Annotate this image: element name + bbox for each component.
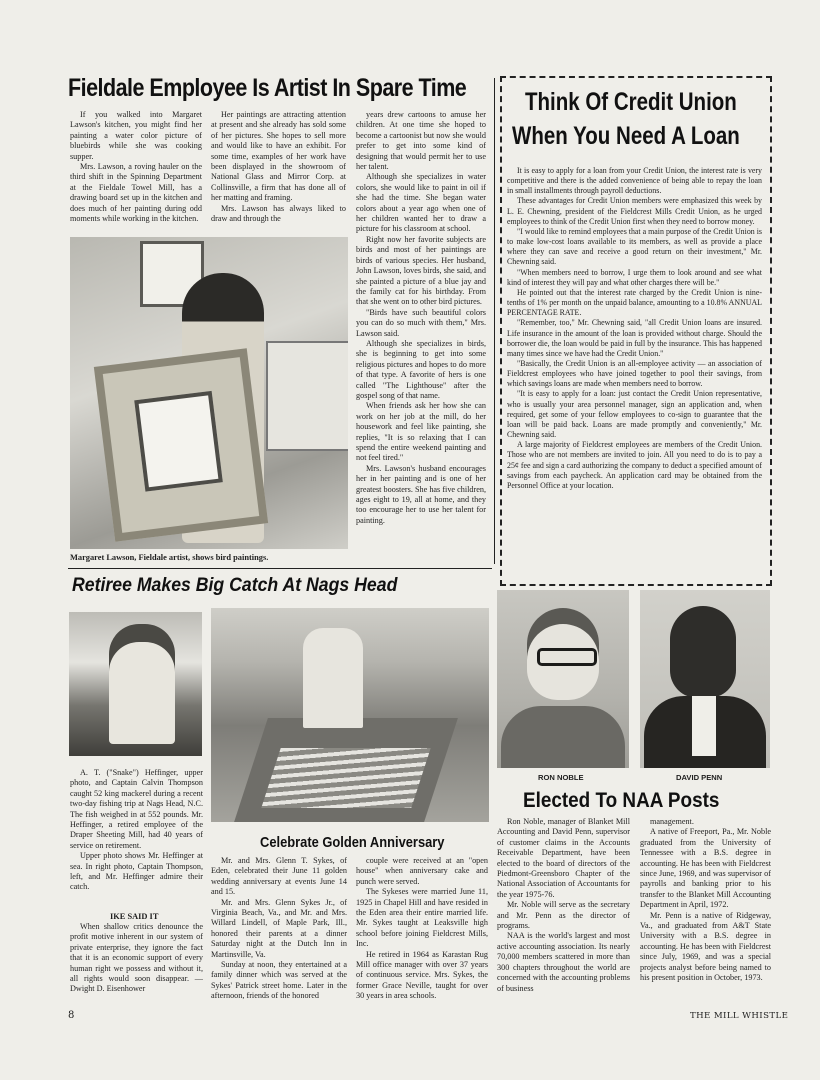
david-penn-photo	[640, 590, 770, 768]
retiree-paragraph: A. T. ("Snake") Heffinger, upper photo, and Captain Calvin Thompson caught 52 king mackerel during a recent two-day fishing trip at Nags Head, N.C. The fish weighed in at 552 pounds. Mr. Heffinger, a retired employee of the Draper Sheeting Mill, had 40 years of service on retirement.	[70, 768, 203, 850]
retiree-paragraph: Upper photo shows Mr. Heffinger at sea. In right photo, Captain Thompson, left, and Mr. Heffinger admire their catch.	[70, 851, 203, 892]
artist-paragraph: Mrs. Lawson has always liked to draw and through the	[211, 203, 346, 224]
artist-paragraph: "Birds have such beautiful colors you can do so much with them," Mrs. Lawson said.	[356, 307, 486, 338]
ike-quote-paragraph: When shallow critics denounce the profit motive inherent in our system of private enterprise, they ignore the fact that it is an economic support of every human right we possess and without it, all rights would soon disappear. —Dwight D. Eisenhower	[70, 922, 203, 994]
credit-union-paragraph: These advantages for Credit Union members were emphasized this week by L. E. Chewning, president of the Fieldcrest Mills Credit Union, as he urged employees to think of the Credit Union first when they need to borrow money.	[507, 196, 762, 226]
david-penn-caption: DAVID PENN	[676, 773, 723, 782]
anniversary-col2	[356, 856, 488, 1002]
anniversary-headline: Celebrate Golden Anniversary	[260, 834, 445, 851]
ron-noble-photo	[497, 590, 629, 768]
naa-col1	[497, 817, 630, 994]
naa-paragraph: Mr. Noble will serve as the secretary and Mr. Penn as the director of programs.	[497, 900, 630, 931]
anniversary-paragraph: Mr. and Mrs. Glenn Sykes Jr., of Virginia Beach, Va., and Mr. and Mrs. Willard Lindell, of Maple Park, Ill., honored their parents at a dinner Saturday night at the Dutch Inn in Martinsville, Va.	[211, 897, 347, 959]
noble-glasses	[537, 648, 597, 666]
anniversary-paragraph: He retired in 1964 as Karastan Rug Mill office manager with over 37 years of continuous service. Mrs. Sykes, the former Grace Neville, taught for over 30 years in area schools.	[356, 949, 488, 1001]
anniversary-col1	[211, 856, 347, 1002]
naa-paragraph: management.	[650, 817, 694, 826]
retiree-caption-text	[70, 768, 203, 893]
publication-name: THE MILL WHISTLE	[690, 1011, 789, 1021]
penn-shirt	[692, 696, 716, 756]
noble-suit	[501, 706, 625, 768]
naa-paragraph: Mr. Penn is a native of Ridgeway, Va., and graduated from A&T State University with a B.S. degree in accounting. He has been with Fieldcrest since July, 1969, and was a special projects analyst before being named to his present position in October, 1973.	[640, 910, 771, 983]
fishermen-figures	[303, 628, 363, 728]
penn-head	[670, 606, 736, 698]
anniversary-paragraph: Mr. and Mrs. Glenn T. Sykes, of Eden, celebrated their June 11 golden wedding anniversary at events June 14 and 15.	[211, 856, 347, 897]
credit-union-paragraph: A large majority of Fieldcrest employees are members of the Credit Union. Those who are not members are invited to join. All you need to do is to pay a 25¢ fee and sign a card authorizing the company to deduct a specified amount of savings from each paycheck. An application card may be obtained from the Personnel Office at your location.	[507, 440, 762, 490]
heffinger-at-sea-photo	[69, 612, 202, 756]
credit-union-headline-line2: When You Need A Loan	[512, 122, 740, 150]
article-artist-col2	[211, 110, 346, 224]
ike-heading: IKE SAID IT	[110, 912, 159, 921]
ike-quote-text	[70, 922, 203, 995]
credit-union-paragraph: "It is easy to apply for a loan: just contact the Credit Union representative, who is usually your area personnel manager, sign an application and, when required, get some of your fellow employees to co-sign to guarantee that the loan will be paid back. Loans are made promptly and conveniently," Mr. Chewning said.	[507, 389, 762, 440]
naa-headline: Elected To NAA Posts	[523, 789, 720, 812]
ron-noble-caption: RON NOBLE	[538, 773, 584, 782]
anniversary-paragraph: couple were received at an "open house" when anniversary cake and punch were served.	[356, 856, 488, 886]
credit-union-paragraph: "Basically, the Credit Union is an all-employee activity — an association of Fieldcrest employees who have joined together to pool their savings, from which savings loans are made when members need to borrow.	[507, 358, 762, 389]
credit-union-paragraph: He pointed out that the interest rate charged by the Credit Union is nine-tenths of 1% per month on the unpaid balance, amounting to a 10.8% ANNUAL PERCENTAGE RATE.	[507, 287, 762, 318]
section-divider	[68, 568, 492, 569]
naa-paragraph: A native of Freeport, Pa., Mr. Noble graduated from the University of Tennessee with a B.S. degree in accounting. He has been with Fieldcrest since June, 1969, and was supervisor of payrolls and banking prior to his transfer to the Blanket Mill Accounting Department in April, 1972.	[640, 827, 771, 910]
artist-photo-caption: Margaret Lawson, Fieldale artist, shows bird paintings.	[70, 553, 269, 562]
credit-union-headline-line1: Think Of Credit Union	[525, 88, 737, 116]
artist-paragraph: Although she specializes in water colors, she would like to paint in oil if she had the time. She began water colors about a year ago when one of her children wanted her to draw a picture for his classroom at school.	[356, 172, 486, 234]
held-painting-frame	[94, 348, 268, 541]
credit-union-text	[507, 166, 762, 491]
fisherman-figure	[109, 624, 175, 744]
article-artist-col3	[356, 110, 486, 526]
page-number: 8	[68, 1010, 75, 1021]
naa-col2	[640, 817, 771, 984]
artist-paragraph: years drew cartoons to amuse her children. At one time she hoped to become a cartoonist but now she would prefer to get into some kind of designing that would permit her to use her talent.	[356, 110, 486, 172]
credit-union-paragraph: "When members need to borrow, I urge them to look around and see what kind of interest they will pay and what other charges there will be."	[507, 267, 762, 287]
fish-catch-photo	[211, 608, 489, 822]
anniversary-paragraph: Sunday at noon, they entertained at a family dinner which was served at the Sykes' Patrick street home. Later in the afternoon, friends of the honored	[211, 960, 347, 1001]
column-divider	[494, 78, 495, 564]
retiree-headline: Retiree Makes Big Catch At Nags Head	[72, 575, 398, 596]
artist-paragraph: If you walked into Margaret Lawson's kitchen, you might find her painting a water color picture of bluebirds while she was cooking supper.	[70, 110, 202, 161]
held-painting-art	[134, 391, 223, 492]
fish-row	[261, 748, 430, 808]
side-painting	[266, 341, 348, 451]
credit-union-paragraph: "I would like to remind employees that a main purpose of the Credit Union is to make low-cost loans available to its members, as well as provide a place where they can save and receive a good return on their investment," Mr. Chewning said.	[507, 226, 762, 267]
article-artist-col1	[70, 110, 202, 224]
naa-paragraph: Ron Noble, manager of Blanket Mill Accounting and David Penn, supervisor of customer claims in the Accounts Receivable Department, have been elected to the board of directors of the Piedmont-Greensboro Chapter of the National Association of Accountants for the year 1975-76.	[497, 817, 630, 899]
artist-paragraph: Mrs. Lawson's husband encourages her in her painting and is one of her greatest boosters. She has five children, ages eight to 19, all at home, and they too encourage her to use her talent for painting.	[356, 463, 486, 525]
naa-paragraph: NAA is the world's largest and most active accounting association. Its nearly 70,000 members scattered in more than 300 chapters throughout the world are concerned with the accounting problems of business	[497, 931, 630, 993]
artist-paragraph: Her paintings are attracting attention at present and she already has sold some of her pictures. She hopes to sell more and would like to have an exhibit. For some time, examples of her work have been displayed in the showroom of National Glass and Mirror Corp. at Collinsville, a firm that has done all of her matting and framing.	[211, 110, 346, 203]
artist-paragraph: Right now her favorite subjects are birds and most of her paintings are birds of various species. Her husband, John Lawson, loves birds, she said, and she painted a picture of a blue jay and the family cat for his birthday. From that she went on to other bird pictures.	[356, 234, 486, 307]
credit-union-paragraph: "Remember, too," Mr. Chewning said, "all Credit Union loans are insured. Life insurance in the amount of the loan is provided without charge. Should the borrower die, the loan would be paid in full by the insurance. This has happened many times since we have had the Credit Union."	[507, 318, 762, 358]
credit-union-paragraph: It is easy to apply for a loan from your Credit Union, the interest rate is very competitive and there is the added convenience of being able to repay the loan in small installments through payroll deductions.	[507, 166, 762, 196]
artist-paragraph: When friends ask her how she can work on her job at the mill, do her housework and feel like painting, she replies, "It is so relaxing that I can spend the entire weekend painting and not feel tired."	[356, 401, 486, 463]
artist-photo	[70, 237, 348, 549]
artist-paragraph: Although she specializes in birds, she is beginning to get into some religious pictures and hopes to do more of that type. A favorite of hers is one called "The Lighthouse" after the gospel song of that name.	[356, 338, 486, 400]
article-headline-artist: Fieldale Employee Is Artist In Spare Time	[68, 74, 467, 102]
anniversary-paragraph: The Sykeses were married June 11, 1925 in Chapel Hill and have resided in the Eden area their entire married life. Mr. Sykes taught at Leaksville high school before joining Fieldcrest Mills, Inc.	[356, 887, 488, 949]
artist-paragraph: Mrs. Lawson, a roving hauler on the third shift in the Spinning Department at the Fieldale Towel Mill, has a drawing board set up in the kitchen and does much of her painting during odd moments while working in the kitchen.	[70, 162, 202, 224]
